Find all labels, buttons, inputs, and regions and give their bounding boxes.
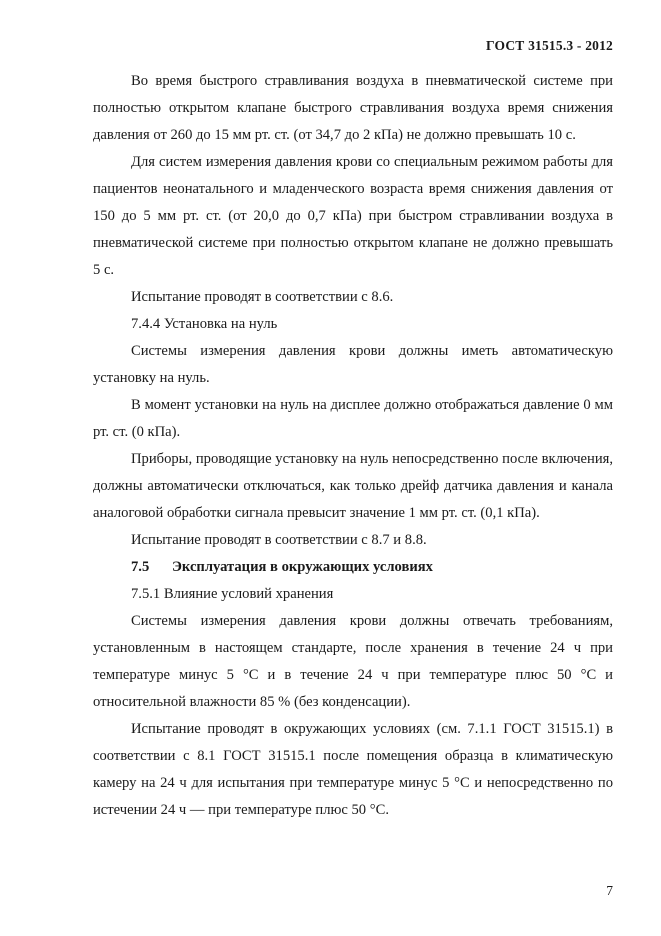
page-number: 7 [606,883,613,898]
paragraph: Для систем измерения давления крови со специальным режимом работы для пациентов неонатального и младенческого возраста время снижения давления от 150 до 5 мм рт. ст. (от 20,0 до 0,7 кПа) при быстром стравливании воздуха в пневматической системе при полностью открытом клапане не должно превышать 5 с. [93,154,613,278]
subsection-heading-7-4-4: 7.4.4 Установка на нуль [131,316,278,332]
document-header: ГОСТ 31515.3 - 2012 [486,38,613,53]
paragraph: Приборы, проводящие установку на нуль непосредственно после включения, должны автоматически отключаться, как только дрейф датчика давления и канала аналоговой обработки сигнала превысит значение 1 мм рт. ст. (0,1 кПа). [93,451,613,521]
subsection-heading-7-5-1: 7.5.1 Влияние условий хранения [131,586,334,602]
paragraph: Системы измерения давления крови должны иметь автоматическую установку на нуль. [93,343,613,386]
paragraph: Испытание проводят в окружающих условиях (см. 7.1.1 ГОСТ 31515.1) в соответствии с 8.1 ГОСТ 31515.1 после помещения образца в климатическую камеру на 24 ч для испытания при температуре минус 5 °С и непосредственно по истечении 24 ч — при температуре плюс 50 °С. [93,721,613,818]
section-title: Эксплуатация в окружающих условиях [172,559,433,575]
paragraph: Во время быстрого стравливания воздуха в пневматической системе при полностью открытом клапане быстрого стравливания воздуха время снижения давления от 260 до 15 мм рт. ст. (от 34,7 до 2 кПа) не должно превышать 10 с. [93,73,613,143]
document-body [93,68,613,824]
paragraph: Испытание проводят в соответствии с 8.6. [131,289,394,305]
paragraph: В момент установки на нуль на дисплее должно отображаться давление 0 мм рт. ст. (0 кПа). [93,397,613,440]
paragraph: Системы измерения давления крови должны отвечать требованиям, установленным в настоящем стандарте, после хранения в течение 24 ч при температуре минус 5 °С и в течение 24 ч при температуре плюс 50 °С и относительной влажности 85 % (без конденсации). [93,613,613,710]
section-number: 7.5 [131,559,150,575]
paragraph: Испытание проводят в соответствии с 8.7 и 8.8. [131,532,427,548]
section-heading-7-5 [93,554,613,581]
